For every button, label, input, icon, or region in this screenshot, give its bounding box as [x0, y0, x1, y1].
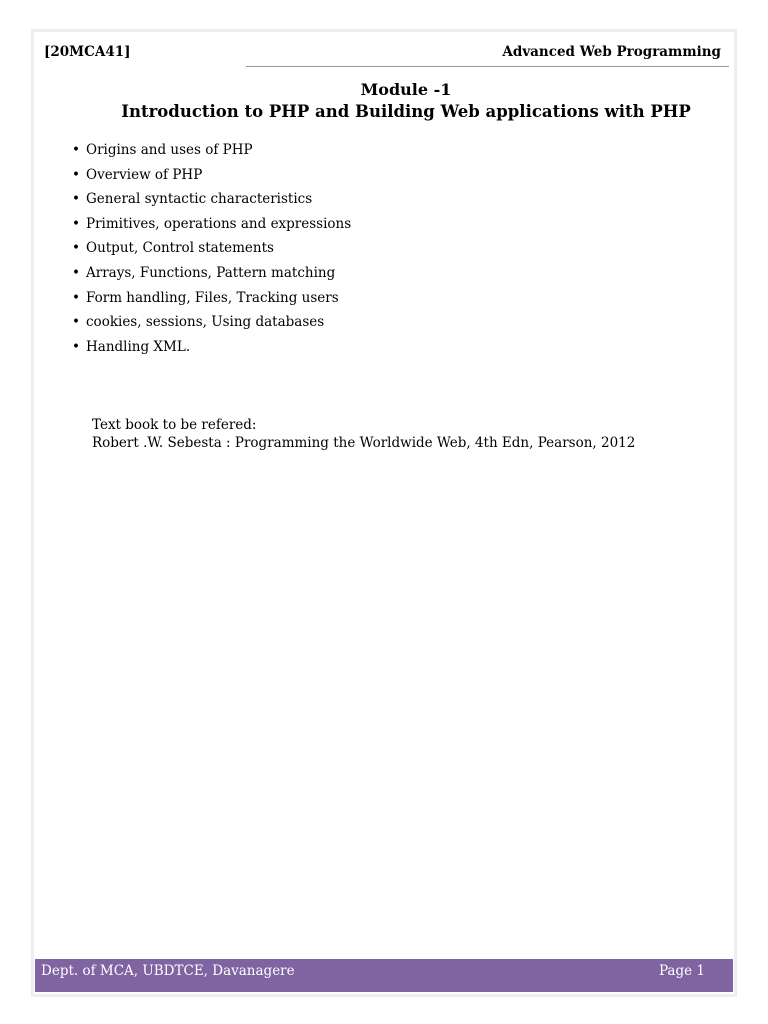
list-item	[72, 236, 351, 261]
page-title: Introduction to PHP and Building Web applications with PHP	[121, 102, 691, 121]
reference-citation: Robert .W. Sebesta : Programming the Worldwide Web, 4th Edn, Pearson, 2012	[92, 435, 636, 451]
bullet-icon: •	[72, 215, 80, 232]
topic-text: Primitives, operations and expressions	[86, 215, 352, 232]
reference-block	[92, 416, 635, 452]
topic-text: cookies, sessions, Using databases	[86, 314, 325, 331]
list-item	[72, 286, 351, 311]
topic-text: General syntactic characteristics	[86, 191, 313, 208]
footer-bar	[35, 959, 733, 992]
topic-text: Overview of PHP	[86, 166, 203, 183]
list-item	[72, 310, 351, 335]
topic-text: Output, Control statements	[86, 240, 274, 257]
topic-text: Handling XML.	[86, 338, 191, 355]
topic-list	[72, 138, 351, 359]
course-code: [20MCA41]	[44, 44, 131, 60]
module-title: Module -1	[360, 80, 452, 99]
list-item	[72, 163, 351, 188]
bullet-icon: •	[72, 240, 80, 257]
bullet-icon: •	[72, 314, 80, 331]
bullet-icon: •	[72, 166, 80, 183]
list-item	[72, 138, 351, 163]
header-divider	[246, 66, 729, 67]
list-item	[72, 261, 351, 286]
list-item	[72, 335, 351, 360]
topic-text: Form handling, Files, Tracking users	[86, 289, 339, 306]
topic-text: Origins and uses of PHP	[86, 142, 253, 158]
bullet-icon: •	[72, 142, 80, 158]
bullet-icon: •	[72, 338, 80, 355]
bullet-icon: •	[72, 264, 80, 281]
footer-department: Dept. of MCA, UBDTCE, Davanagere	[41, 963, 295, 979]
subject-title: Advanced Web Programming	[502, 44, 721, 60]
title-block	[60, 80, 752, 124]
list-item	[72, 187, 351, 212]
reference-label: Text book to be refered:	[92, 417, 257, 433]
bullet-icon: •	[72, 191, 80, 208]
page-number: Page 1	[658, 963, 705, 979]
topic-text: Arrays, Functions, Pattern matching	[86, 264, 336, 281]
bullet-icon: •	[72, 289, 80, 306]
list-item	[72, 212, 351, 237]
